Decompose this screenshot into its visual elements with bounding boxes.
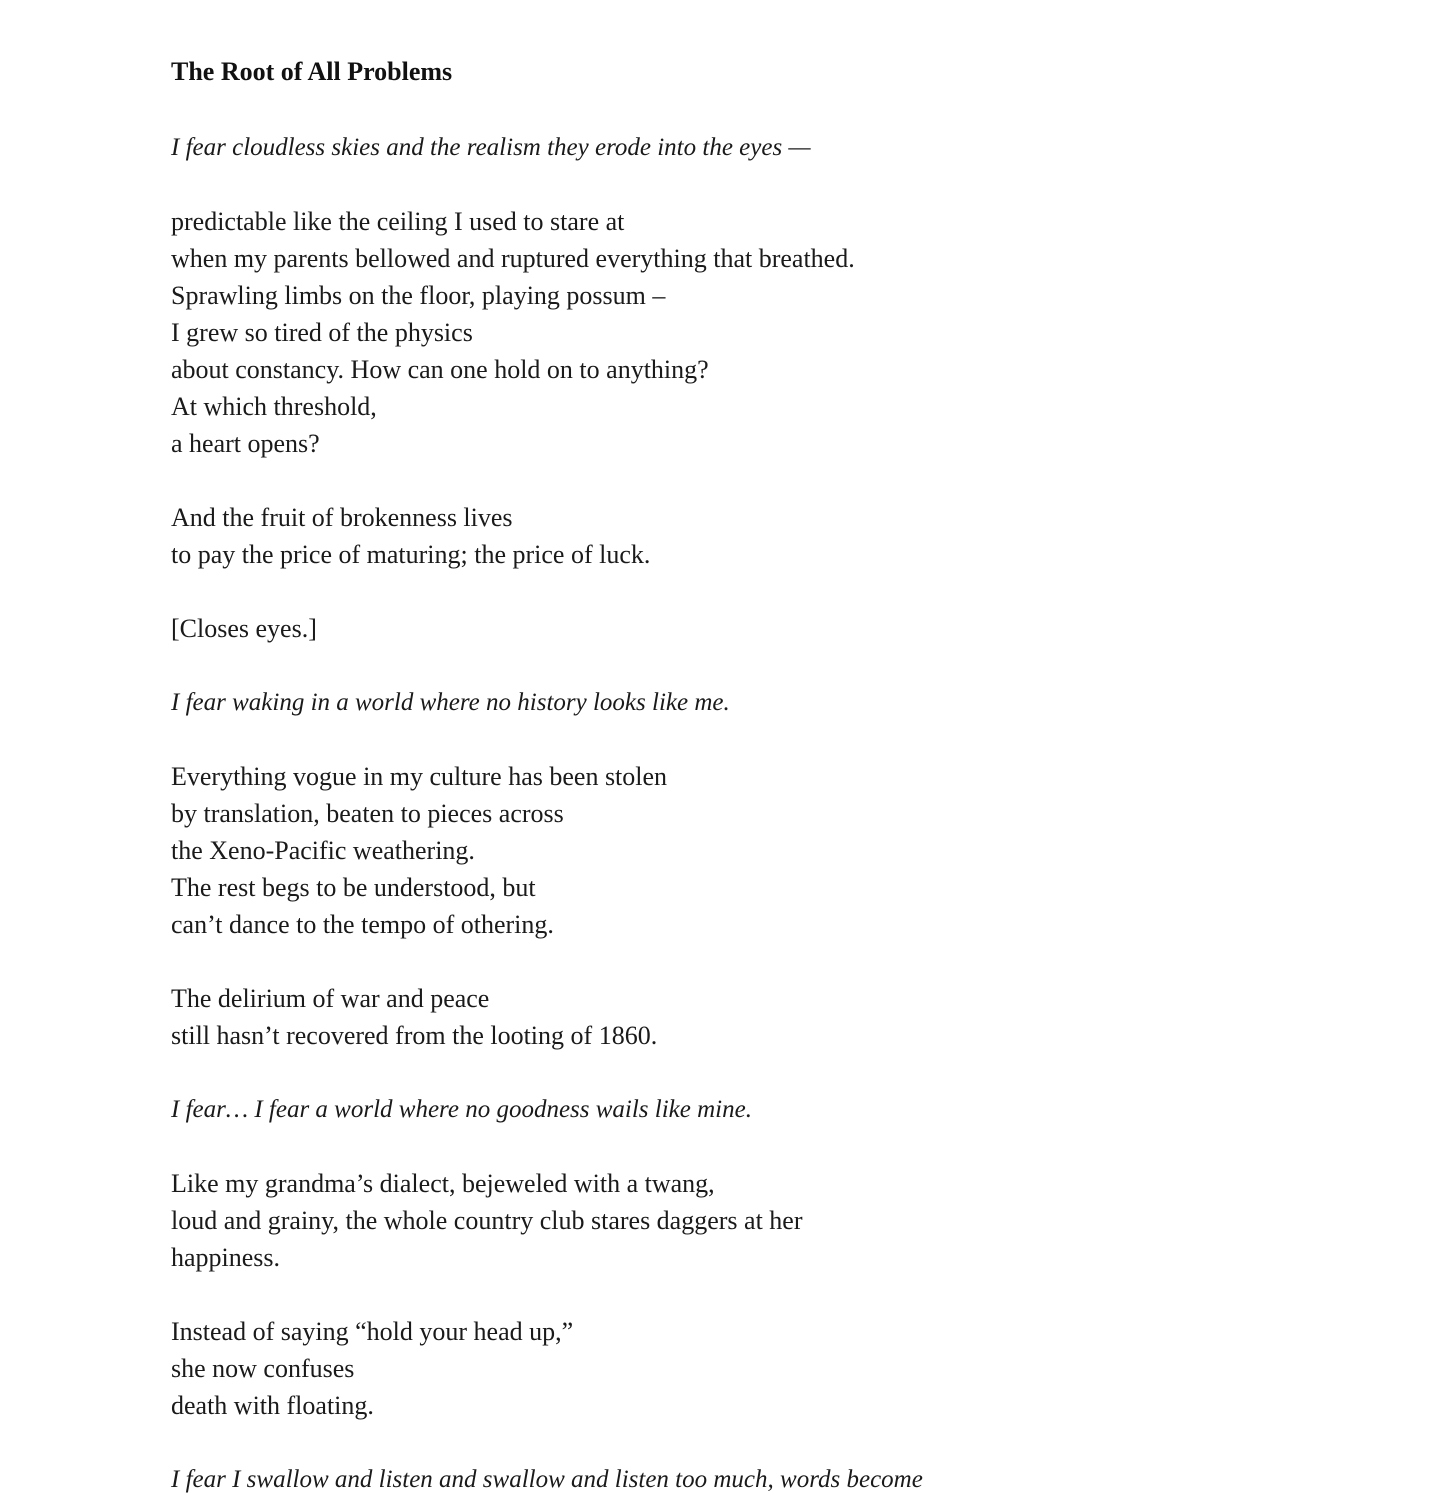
poem-line: And the fruit of brokenness lives bbox=[171, 503, 513, 532]
poem-refrain-line: I fear cloudless skies and the realism they erode into the eyes — bbox=[171, 134, 811, 161]
poem-line: still hasn’t recovered from the looting of 1860. bbox=[171, 1021, 658, 1050]
poem-line: happiness. bbox=[171, 1243, 281, 1272]
poem-line: The delirium of war and peace bbox=[171, 984, 490, 1013]
poem-line: to pay the price of maturing; the price of luck. bbox=[171, 540, 651, 569]
poem-line: Like my grandma’s dialect, bejeweled with a twang, bbox=[171, 1169, 715, 1198]
poem-line: a heart opens? bbox=[171, 429, 320, 458]
poem-line: Everything vogue in my culture has been stolen bbox=[171, 762, 668, 791]
stanza-gap bbox=[171, 1276, 1371, 1313]
stanza-gap bbox=[171, 1424, 1371, 1461]
poem-line: The rest begs to be understood, but bbox=[171, 873, 536, 902]
poem-line: [Closes eyes.] bbox=[171, 614, 317, 643]
poem-line: Instead of saying “hold your head up,” bbox=[171, 1317, 574, 1346]
poem-line: can’t dance to the tempo of othering. bbox=[171, 910, 554, 939]
poem-line: At which threshold, bbox=[171, 392, 377, 421]
poem-line: Sprawling limbs on the floor, playing possum – bbox=[171, 281, 666, 310]
stanza-gap bbox=[171, 647, 1371, 684]
stanza-gap bbox=[171, 1054, 1371, 1091]
poem-line: the Xeno-Pacific weathering. bbox=[171, 836, 475, 865]
stanza-gap bbox=[171, 573, 1371, 610]
stanza-gap bbox=[171, 1128, 1371, 1165]
poem-refrain-line: I fear waking in a world where no history looks like me. bbox=[171, 689, 730, 716]
stanza-gap bbox=[171, 166, 1371, 203]
stanza-gap bbox=[171, 462, 1371, 499]
stanza-gap bbox=[171, 721, 1371, 758]
poem-line: loud and grainy, the whole country club stares daggers at her bbox=[171, 1206, 803, 1235]
poem-line: she now confuses bbox=[171, 1354, 355, 1383]
poem-line: I grew so tired of the physics bbox=[171, 318, 473, 347]
poem-body bbox=[171, 129, 1371, 1498]
poem-line: by translation, beaten to pieces across bbox=[171, 799, 564, 828]
poem-line: when my parents bellowed and ruptured everything that breathed. bbox=[171, 244, 855, 273]
poem-title: The Root of All Problems bbox=[171, 57, 453, 86]
poem-line: death with floating. bbox=[171, 1391, 374, 1420]
poem-line: about constancy. How can one hold on to anything? bbox=[171, 355, 709, 384]
poem-refrain-line: I fear I swallow and listen and swallow and listen too much, words become bbox=[171, 1466, 923, 1493]
poem-line: predictable like the ceiling I used to stare at bbox=[171, 207, 625, 236]
poem-page bbox=[171, 52, 1371, 1498]
stanza-gap bbox=[171, 92, 1371, 129]
stanza-gap bbox=[171, 943, 1371, 980]
poem-refrain-line: I fear… I fear a world where no goodness wails like mine. bbox=[171, 1096, 752, 1123]
